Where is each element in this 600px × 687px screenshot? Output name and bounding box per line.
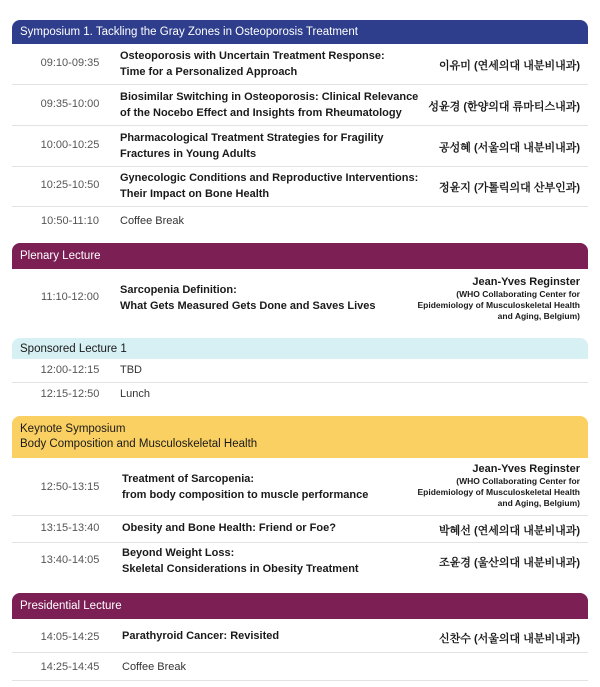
speaker: 박혜선 (연세의대 내분비내과)	[439, 525, 580, 537]
talk-title: Biosimilar Switching in Osteoporosis: Clinical Relevance of the Nocebo Effect and Insights from Rheumatology	[120, 91, 419, 119]
break-label: Coffee Break	[120, 215, 185, 227]
table-row	[12, 383, 588, 407]
break-label: Coffee Break	[122, 661, 187, 673]
break-label: Lunch	[120, 388, 150, 400]
speaker: 신찬수 (서울의대 내분비내과)	[439, 633, 580, 645]
table-row	[12, 359, 588, 383]
table-row	[12, 516, 588, 543]
table-row	[12, 85, 588, 126]
table-row	[12, 269, 588, 325]
talk-title: Gynecologic Conditions and Reproductive Interventions: Their Impact on Bone Health	[120, 172, 419, 200]
session-time: 10:00-10:25	[40, 139, 100, 151]
session-time: 12:15-12:50	[40, 388, 100, 400]
plenary-header	[12, 243, 588, 269]
presidential-title: Presidential Lecture	[20, 600, 122, 612]
talk-title: Treatment of Sarcopenia: from body composition to muscle performance	[122, 473, 369, 501]
table-row	[12, 653, 588, 681]
speaker: 조윤경 (울산의대 내분비내과)	[439, 557, 580, 569]
talk-title: TBD	[120, 364, 142, 376]
table-row	[12, 458, 588, 516]
table-row	[12, 543, 588, 583]
sponsored-title: Sponsored Lecture 1	[20, 342, 127, 355]
session-time: 10:50-11:10	[41, 215, 99, 227]
talk-title: Obesity and Bone Health: Friend or Foe?	[122, 522, 336, 534]
sponsored-header	[12, 338, 588, 359]
session-time: 09:10-09:35	[40, 57, 100, 69]
plenary-title: Plenary Lecture	[20, 250, 101, 262]
speaker: 성윤경 (한양의대 류마티스내과)	[428, 101, 580, 113]
speaker: Jean-Yves Reginster (WHO Collaborating Center for Epidemiology of Musculoskeletal Health and Aging, Belgium)	[417, 276, 580, 321]
speaker: 이유미 (연세의대 내분비내과)	[439, 60, 580, 72]
talk-title: Beyond Weight Loss: Skeletal Considerations in Obesity Treatment	[122, 547, 359, 575]
table-row	[12, 207, 588, 237]
table-row	[12, 44, 588, 85]
symposium1-header	[12, 20, 588, 44]
table-row	[12, 619, 588, 653]
session-time: 12:50-13:15	[40, 481, 100, 493]
talk-title: Sarcopenia Definition: What Gets Measured Gets Done and Saves Lives	[120, 284, 376, 312]
talk-title: Osteoporosis with Uncertain Treatment Response: Time for a Personalized Approach	[120, 50, 385, 78]
symposium1-title: Symposium 1. Tackling the Gray Zones in Osteoporosis Treatment	[20, 26, 358, 38]
session-time: 11:10-12:00	[41, 291, 99, 303]
talk-title: Parathyroid Cancer: Revisited	[122, 630, 280, 642]
session-time: 09:35-10:00	[40, 98, 100, 110]
session-time: 13:15-13:40	[40, 522, 100, 534]
keynote-header	[12, 416, 588, 458]
session-time: 10:25-10:50	[40, 179, 100, 191]
speaker: 공성혜 (서울의대 내분비내과)	[439, 142, 580, 154]
session-time: 14:05-14:25	[40, 631, 100, 643]
speaker: 정윤지 (가톨릭의대 산부인과)	[439, 182, 580, 194]
talk-title: Pharmacological Treatment Strategies for Fragility Fractures in Young Adults	[120, 132, 384, 160]
table-row	[12, 126, 588, 167]
speaker: Jean-Yves Reginster (WHO Collaborating Center for Epidemiology of Musculoskeletal Health and Aging, Belgium)	[417, 463, 580, 508]
session-time: 12:00-12:15	[40, 364, 100, 376]
presidential-header	[12, 593, 588, 619]
session-time: 14:25-14:45	[40, 661, 100, 673]
keynote-subtitle: Body Composition and Musculoskeletal Health	[20, 438, 258, 450]
session-time: 13:40-14:05	[40, 554, 100, 566]
keynote-title: Keynote Symposium	[20, 423, 126, 435]
table-row	[12, 167, 588, 207]
